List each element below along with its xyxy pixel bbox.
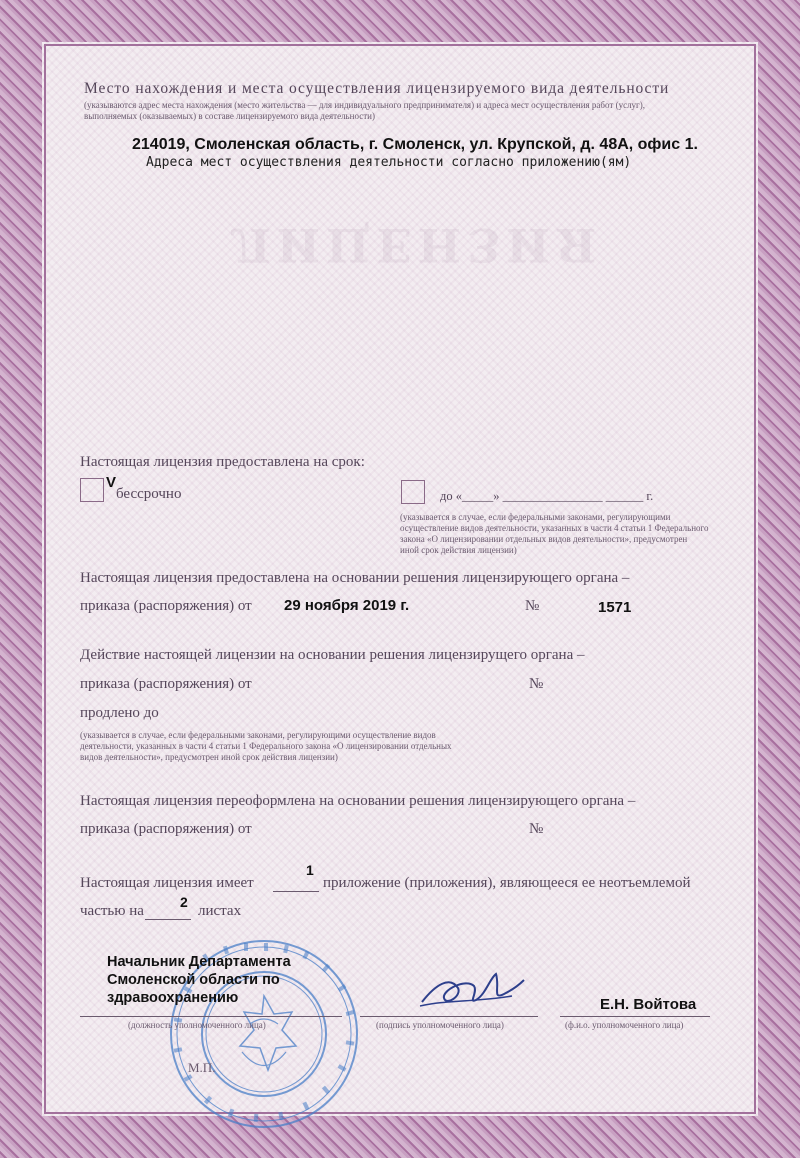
handwritten-signature [416, 966, 526, 1016]
until-note-3: закона «О лицензировании отдельных видов деятельности», предусмотрен [400, 534, 688, 544]
appendix-line-1-start: Настоящая лицензия имеет [80, 875, 254, 891]
signer-name: Е.Н. Войтова [600, 996, 697, 1013]
addresses-note: Адреса мест осуществления деятельности согласно приложению(ям) [146, 155, 632, 170]
until-note-2: осуществление видов деятельности, указанных в части 4 статьи 1 Федерального [400, 523, 709, 533]
appendix-line-2-start: частью на [80, 903, 144, 919]
until-note-1: (указывается в случае, если федеральными законами, регулирующими [400, 512, 671, 522]
appendix-count-underline [273, 891, 319, 892]
signature-caption: (подпись уполномоченного лица) [376, 1020, 504, 1030]
signer-position-line-1: Начальник Департамента [107, 954, 291, 970]
indefinite-checkbox [80, 478, 104, 502]
appendix-line-1-end: приложение (приложения), являющееся ее неотъемлемой [323, 875, 691, 891]
sheet-count: 2 [180, 894, 188, 910]
background-watermark: ЛИЦЕНЗИЯ [230, 218, 603, 272]
indefinite-label: бессрочно [116, 486, 182, 502]
extended-label: продлено до [80, 705, 159, 721]
basis-number-sign: № [525, 598, 540, 614]
until-checkbox [401, 480, 425, 504]
license-address: 214019, Смоленская область, г. Смоленск, ул. Крупской, д. 48А, офис 1. [132, 136, 698, 153]
until-label: до «_____» ________________ ______ г. [440, 489, 654, 503]
reissue-number-sign: № [529, 821, 544, 837]
extension-line-1: Действие настоящей лицензии на основании решения лицензирущего органа – [80, 647, 585, 663]
basis-line-2: приказа (распоряжения) от [80, 598, 252, 614]
position-caption: (должность уполномоченного лица) [128, 1020, 266, 1030]
appendix-line-2-end: листах [198, 903, 242, 919]
reissue-line-1: Настоящая лицензия переоформлена на основании решения лицензирующего органа – [80, 793, 636, 809]
seal-place-label: М.П. [188, 1060, 216, 1075]
name-caption: (ф.и.о. уполномоченного лица) [565, 1020, 684, 1030]
header-note-2: выполняемых (оказываемых) в составе лицензируемого вида деятельности) [84, 111, 375, 121]
header-title: Место нахождения и места осуществления лицензируемого вида деятельности [84, 80, 670, 97]
term-heading: Настоящая лицензия предоставлена на срок: [80, 454, 365, 470]
signer-position-line-3: здравоохранению [107, 990, 239, 1006]
basis-line-1: Настоящая лицензия предоставлена на основании решения лицензирующего органа – [80, 570, 630, 586]
extension-number-sign: № [529, 676, 544, 692]
appendix-count: 1 [306, 862, 314, 878]
basis-date: 29 ноября 2019 г. [284, 597, 410, 614]
extension-line-2: приказа (распоряжения) от [80, 676, 252, 692]
basis-number: 1571 [598, 599, 632, 616]
position-underline [80, 1016, 342, 1017]
name-underline [560, 1016, 710, 1017]
reissue-line-2: приказа (распоряжения) от [80, 821, 252, 837]
sheet-count-underline [145, 919, 191, 920]
check-mark: V [106, 474, 117, 491]
extension-note-2: деятельности, указанных в части 4 статьи 1 Федерального закона «О лицензировании отдельных [80, 741, 452, 751]
until-note-4: иной срок действия лицензии) [400, 545, 517, 555]
extension-note-3: видов деятельности», предусмотрен иной срок действия лицензии) [80, 752, 338, 762]
header-note-1: (указываются адрес места нахождения (место жительства — для индивидуального предпринимателя) и адреса мест осуществления работ (услуг), [84, 100, 645, 110]
signer-position-line-2: Смоленской области по [107, 972, 280, 988]
extension-note-1: (указывается в случае, если федеральными законами, регулирующими осуществление видов [80, 730, 436, 740]
signature-underline [360, 1016, 538, 1017]
